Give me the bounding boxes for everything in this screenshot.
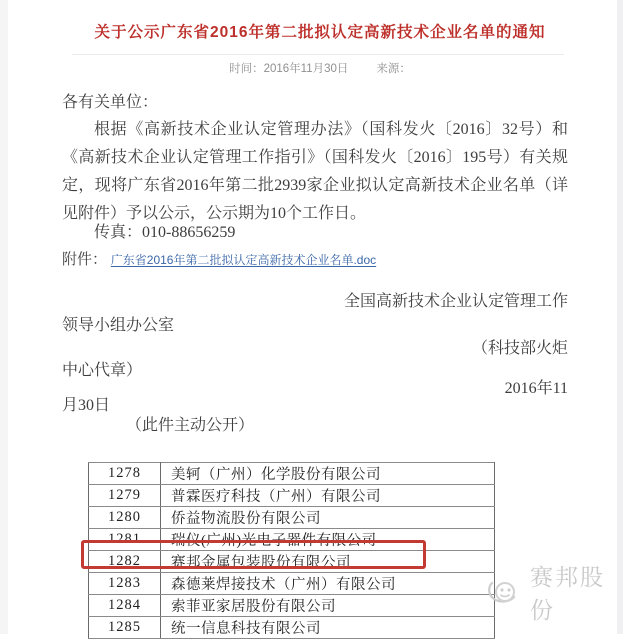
document-title: 关于公示广东省2016年第二批拟认定高新技术企业名单的通知 xyxy=(94,24,546,41)
signature-line-3: （科技部火炬 xyxy=(471,340,568,357)
company-table xyxy=(88,462,495,639)
time-value: 2016年11月30日 xyxy=(263,63,349,75)
signature-line-5: 2016年11 xyxy=(504,380,568,397)
signature-line-4: 中心代章） xyxy=(62,362,143,379)
company-number-cell: 1282 xyxy=(89,551,161,573)
company-name-cell: 美轲（广州）化学股份有限公司 xyxy=(161,463,495,485)
saibang-logo-icon xyxy=(486,571,524,614)
time-label: 时间： xyxy=(229,63,264,75)
company-table-container xyxy=(88,462,496,637)
attachment-label: 附件： xyxy=(62,252,108,268)
watermark-text: 赛邦股份 xyxy=(530,564,605,623)
attachment-line xyxy=(62,248,602,269)
page-right-edge-line xyxy=(617,0,623,634)
table-row xyxy=(89,529,495,551)
table-row xyxy=(89,507,495,529)
company-name-cell: 森德莱焊接技术（广州）有限公司 xyxy=(161,573,495,595)
title-divider xyxy=(72,54,564,55)
page-left-margin xyxy=(0,0,8,634)
company-name-cell: 侨益物流股份有限公司 xyxy=(161,507,495,529)
company-number-cell: 1281 xyxy=(89,529,161,551)
table-row xyxy=(89,463,495,485)
signature-line-1: 全国高新技术企业认定管理工作 xyxy=(343,293,568,310)
company-name-cell: 瑞仪(广州)光电子器件有限公司 xyxy=(161,529,495,551)
company-number-cell: 1279 xyxy=(89,485,161,507)
fax-line: 传真：010-88656259 xyxy=(94,224,236,241)
table-row xyxy=(89,595,495,617)
table-row xyxy=(89,617,495,639)
disclosure-note: （此件主动公开） xyxy=(126,417,255,434)
company-name-cell: 统一信息科技有限公司 xyxy=(161,617,495,639)
company-number-cell: 1283 xyxy=(89,573,161,595)
table-row xyxy=(89,485,495,507)
company-number-cell: 1284 xyxy=(89,595,161,617)
table-row xyxy=(89,551,495,573)
body-paragraph: 根据《高新技术企业认定管理办法》（国科发火〔2016〕32号）和《高新技术企业认定管理工作指引》（国科发火〔2016〕195号）有关规定，现将广东省2016年第二批2939家企业拟认定高新技术企业名单（详见附件）予以公示，公示期为10个工作日。 xyxy=(62,121,568,222)
signature-line-6: 月30日 xyxy=(62,397,111,414)
attachment-link[interactable]: 广东省2016年第二批拟认定高新技术企业名单.doc xyxy=(110,253,377,267)
signature-line-2: 领导小组办公室 xyxy=(62,317,175,334)
company-name-cell: 索菲亚家居股份有限公司 xyxy=(161,595,495,617)
meta-line xyxy=(40,60,600,76)
watermark xyxy=(486,564,626,623)
company-number-cell: 1278 xyxy=(89,463,161,485)
company-number-cell: 1280 xyxy=(89,507,161,529)
company-name-cell: 赛邦金属包装股份有限公司 xyxy=(161,551,495,573)
salutation: 各有关单位： xyxy=(62,94,159,111)
company-name-cell: 普霖医疗科技（广州）有限公司 xyxy=(161,485,495,507)
company-number-cell: 1285 xyxy=(89,617,161,639)
table-row xyxy=(89,573,495,595)
source-label: 来源： xyxy=(376,63,411,75)
